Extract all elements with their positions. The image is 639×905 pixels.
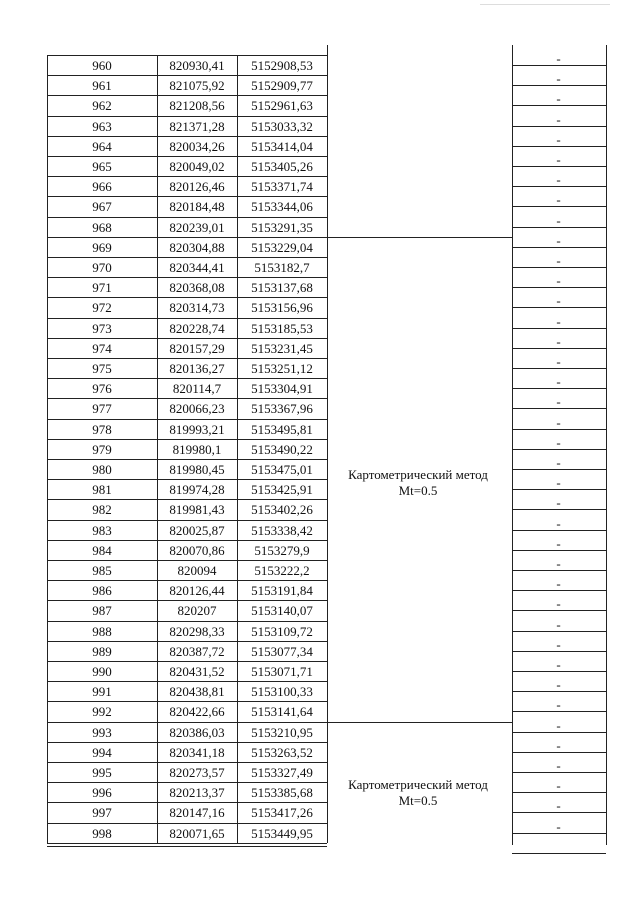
- point-number: 997: [92, 805, 112, 821]
- group-divider: [327, 722, 512, 723]
- dash-cell: -: [556, 232, 561, 248]
- coord-x: 819980,45: [169, 462, 225, 477]
- coord-y: 5153141,64: [251, 704, 313, 720]
- dash-cell: -: [556, 434, 561, 450]
- coord-y: 5153279,9: [254, 542, 310, 558]
- point-number: 989: [92, 643, 112, 659]
- point-number: 993: [92, 724, 112, 740]
- point-number: 982: [92, 502, 112, 518]
- coord-y: 5153425,91: [251, 482, 313, 498]
- dash-cell: -: [556, 394, 561, 410]
- coord-y: 5153071,71: [251, 664, 313, 679]
- point-number: 974: [92, 340, 112, 356]
- point-number: 964: [92, 138, 112, 154]
- coord-x: 820157,29: [169, 340, 225, 356]
- dash-cell: -: [556, 475, 561, 491]
- coord-x: 820034,26: [169, 138, 225, 154]
- coord-y: 5153405,26: [251, 159, 313, 174]
- dash-cell: -: [556, 333, 561, 349]
- coord-y: 5153033,32: [251, 118, 313, 134]
- point-number: 984: [92, 542, 112, 558]
- coord-x: 820094: [177, 563, 217, 578]
- dash-cell: -: [556, 273, 561, 289]
- method-block-1: [328, 467, 508, 499]
- point-number: 981: [92, 482, 112, 498]
- dash-cell: -: [556, 253, 561, 268]
- point-number: 972: [92, 300, 112, 316]
- point-number: 979: [92, 441, 112, 457]
- coord-x: 820304,88: [169, 239, 225, 255]
- coord-y: 5153344,06: [251, 199, 313, 215]
- coord-y: 5153156,96: [251, 300, 313, 316]
- point-number: 985: [92, 563, 112, 578]
- coord-y: 5153304,91: [251, 381, 313, 397]
- coord-y: 5153263,52: [251, 744, 313, 760]
- dash-cell: -: [556, 495, 561, 511]
- dash-cell: -: [556, 51, 561, 66]
- dash-cell: -: [556, 636, 561, 652]
- point-number: 969: [92, 239, 112, 255]
- point-number: 992: [92, 704, 112, 720]
- point-number: 980: [92, 462, 112, 477]
- coord-y: 5153291,35: [251, 219, 313, 235]
- dash-cell: -: [556, 778, 561, 794]
- coord-x: 819981,43: [169, 502, 225, 518]
- dash-cell: -: [556, 293, 561, 309]
- dash-cell: -: [556, 535, 561, 551]
- coord-x: 820930,41: [169, 58, 225, 73]
- coord-x: 821208,56: [169, 98, 225, 114]
- coord-y: 5153367,96: [251, 401, 313, 417]
- table-border-right: [606, 45, 607, 845]
- coord-x: 819980,1: [172, 441, 222, 457]
- coord-x: 820066,23: [169, 401, 225, 417]
- coord-x: 821371,28: [169, 118, 225, 134]
- method-label: Картометрический метод: [348, 777, 488, 792]
- coord-x: 820071,65: [169, 825, 225, 841]
- point-number: 971: [92, 280, 112, 296]
- dash-cell: -: [556, 172, 561, 188]
- method-accuracy: Mt=0.5: [398, 793, 438, 808]
- coord-y: 5153137,68: [251, 280, 313, 296]
- point-number: 983: [92, 522, 112, 538]
- coord-x: 820431,52: [169, 664, 225, 679]
- coord-y: 5153371,74: [251, 179, 313, 195]
- point-number: 965: [92, 159, 112, 174]
- coord-x: 820213,37: [169, 785, 225, 801]
- point-number: 987: [92, 603, 112, 619]
- coord-y: 5153495,81: [251, 421, 313, 437]
- point-number: 960: [92, 58, 112, 73]
- coord-x: 820387,72: [169, 643, 225, 659]
- dash-cell: -: [556, 91, 561, 107]
- coord-y: 5153338,42: [251, 522, 313, 538]
- point-number: 961: [92, 78, 112, 94]
- coord-x: 820049,02: [169, 159, 225, 174]
- dash-cell: -: [556, 354, 561, 369]
- coord-y: 5153402,26: [251, 502, 313, 518]
- point-number: 988: [92, 623, 112, 639]
- coord-y: 5153182,7: [254, 260, 310, 275]
- dash-cell: -: [556, 192, 561, 208]
- dash-cell: -: [556, 677, 561, 693]
- coord-x: 820126,46: [169, 179, 225, 195]
- coord-y: 5153191,84: [251, 583, 313, 599]
- column-divider: [327, 45, 328, 843]
- point-number: 996: [92, 785, 112, 801]
- coord-y: 5153185,53: [251, 320, 313, 336]
- coord-x: 820147,16: [169, 805, 225, 821]
- coord-x: 820114,7: [172, 381, 222, 397]
- coord-x: 820025,87: [169, 522, 225, 538]
- point-number: 990: [92, 664, 112, 679]
- dash-cell: -: [556, 515, 561, 531]
- coord-y: 5153251,12: [251, 361, 313, 376]
- coord-y: 5153210,95: [251, 724, 313, 740]
- coord-x: 820386,03: [169, 724, 225, 740]
- method-label: Картометрический метод: [348, 467, 488, 482]
- point-number: 963: [92, 118, 112, 134]
- coord-y: 5153385,68: [251, 785, 313, 801]
- point-number: 962: [92, 98, 112, 114]
- coord-y: 5153100,33: [251, 684, 313, 700]
- coord-x: 819993,21: [169, 421, 225, 437]
- point-number: 977: [92, 401, 112, 417]
- coord-x: 820184,48: [169, 199, 225, 215]
- dash-cell: -: [556, 152, 561, 167]
- method-accuracy: Mt=0.5: [398, 483, 438, 498]
- point-number: 978: [92, 421, 112, 437]
- dash-cell: -: [556, 576, 561, 592]
- coord-y: 5153414,04: [251, 138, 313, 154]
- coord-x: 819974,28: [169, 482, 225, 498]
- method-block-2: [328, 777, 508, 809]
- dash-cell: -: [556, 596, 561, 612]
- coord-y: 5153109,72: [251, 623, 313, 639]
- dash-cell: -: [556, 111, 561, 127]
- coord-x: 820344,41: [169, 260, 225, 275]
- point-number: 998: [92, 825, 112, 841]
- point-number: 976: [92, 381, 112, 397]
- dash-cell: -: [556, 737, 561, 753]
- coord-x: 820126,44: [169, 583, 225, 599]
- coord-x: 820341,18: [169, 744, 225, 760]
- point-number: 968: [92, 219, 112, 235]
- coord-y: 5153229,04: [251, 239, 313, 255]
- coord-x: 820273,57: [169, 765, 225, 780]
- coord-x: 820136,27: [169, 361, 225, 376]
- coord-y: 5153231,45: [251, 340, 313, 356]
- dash-cell: -: [556, 697, 561, 713]
- coord-y: 5153449,95: [251, 825, 313, 841]
- coord-y: 5153327,49: [251, 765, 313, 780]
- top-scan-mark: [480, 4, 610, 5]
- dash-cell: -: [556, 717, 561, 733]
- coord-y: 5153140,07: [251, 603, 313, 619]
- point-number: 994: [92, 744, 112, 760]
- coord-x: 820422,66: [169, 704, 225, 720]
- group-divider: [327, 237, 512, 238]
- coord-x: 820228,74: [169, 320, 225, 336]
- dash-cell: -: [556, 71, 561, 87]
- coord-x: 820207: [177, 603, 217, 619]
- point-number: 986: [92, 583, 112, 599]
- coord-x: 821075,92: [169, 78, 225, 94]
- point-number: 975: [92, 361, 112, 376]
- coord-x: 820298,33: [169, 623, 225, 639]
- coord-y: 5152908,53: [251, 58, 313, 73]
- coord-y: 5153475,01: [251, 462, 313, 477]
- point-number: 966: [92, 179, 112, 195]
- dash-cell: -: [556, 374, 561, 390]
- dash-cell: -: [556, 313, 561, 329]
- dash-cell: -: [556, 616, 561, 632]
- coord-x: 820368,08: [169, 280, 225, 296]
- coord-y: 5153077,34: [251, 643, 313, 659]
- dash-cell: -: [556, 556, 561, 571]
- coord-x: 820314,73: [169, 300, 225, 316]
- dash-cell: -: [556, 212, 561, 228]
- dash-cell: -: [556, 818, 561, 834]
- table-bottom-line: [47, 846, 327, 847]
- coord-x: 820438,81: [169, 684, 225, 700]
- coord-y: 5152909,77: [251, 78, 313, 94]
- dash-cell: -: [556, 131, 561, 147]
- dash-cell: -: [556, 798, 561, 814]
- point-number: 991: [92, 684, 112, 700]
- point-number: 995: [92, 765, 112, 780]
- point-number: 973: [92, 320, 112, 336]
- coord-x: 820070,86: [169, 542, 225, 558]
- coord-y: 5153222,2: [254, 563, 310, 578]
- dash-cell-divider: [512, 853, 606, 854]
- dash-cell: -: [556, 758, 561, 773]
- dash-cell: -: [556, 455, 561, 470]
- point-number: 970: [92, 260, 112, 275]
- dash-cell: -: [556, 414, 561, 430]
- dash-cell: -: [556, 657, 561, 672]
- point-number: 967: [92, 199, 112, 215]
- coord-y: 5152961,63: [251, 98, 313, 114]
- coord-y: 5153490,22: [251, 441, 313, 457]
- coord-y: 5153417,26: [251, 805, 313, 821]
- coord-x: 820239,01: [169, 219, 225, 235]
